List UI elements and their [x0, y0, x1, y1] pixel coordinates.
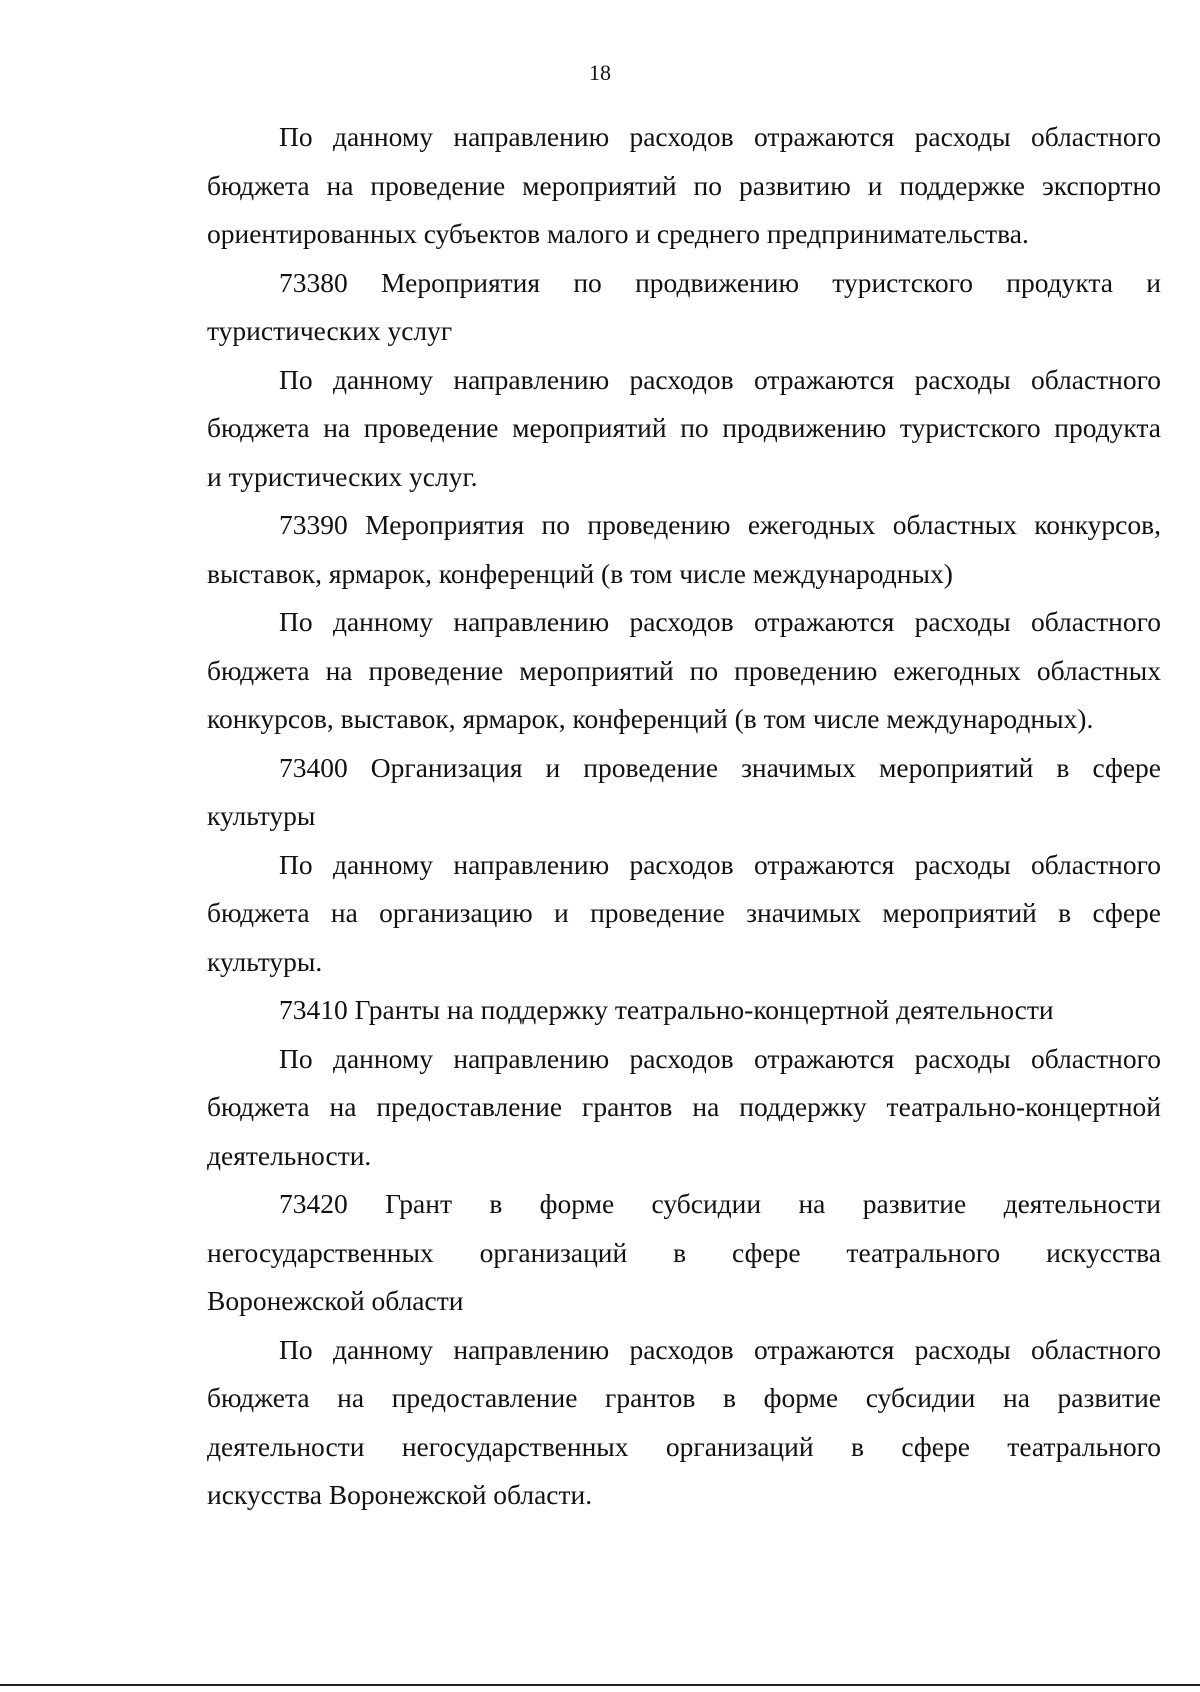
- paragraph-line: и туристических услуг.: [207, 460, 478, 492]
- paragraph-line: выставок, ярмарок, конференций (в том числе международных): [207, 557, 953, 589]
- paragraph-line: культуры.: [207, 945, 323, 977]
- paragraph-line: туристических услуг: [207, 315, 453, 346]
- paragraph-first-line: 73390 Мероприятия по проведению ежегодных областных конкурсов,: [279, 509, 1161, 540]
- bottom-rule: [0, 1684, 1200, 1686]
- paragraph-first-line: По данному направлению расходов отражаются расходы областного: [279, 363, 1161, 395]
- page-number: 18: [589, 60, 611, 85]
- paragraph-first-line: 73410 Гранты на поддержку театрально-концертной деятельности: [279, 994, 1054, 1025]
- paragraph-first-line: 73400 Организация и проведение значимых мероприятий в сфере: [279, 751, 1161, 783]
- paragraph-line: бюджета на проведение мероприятий по продвижению туристского продукта: [207, 412, 1161, 443]
- paragraph-line: искусства Воронежской области.: [207, 1479, 593, 1510]
- paragraph-line: бюджета на предоставление грантов на поддержку театрально-концертной: [207, 1091, 1161, 1122]
- paragraph-line: конкурсов, выставок, ярмарок, конференций (в том числе международных).: [207, 703, 1094, 734]
- paragraph-first-line: 73420 Грант в форме субсидии на развитие деятельности: [279, 1188, 1161, 1219]
- paragraph-line: бюджета на проведение мероприятий по проведению ежегодных областных: [207, 654, 1161, 686]
- paragraph-line: ориентированных субъектов малого и среднего предпринимательства.: [207, 218, 1029, 249]
- paragraph-first-line: По данному направлению расходов отражаются расходы областного: [279, 606, 1161, 637]
- paragraph-first-line: По данному направлению расходов отражаются расходы областного: [279, 1042, 1161, 1074]
- document-body: [207, 113, 1161, 1520]
- paragraph-line: деятельности негосударственных организаций в сфере театрального: [207, 1430, 1161, 1462]
- paragraph-first-line: По данному направлению расходов отражаются расходы областного: [279, 1333, 1161, 1365]
- paragraph-line: бюджета на предоставление грантов в форме субсидии на развитие: [207, 1382, 1161, 1413]
- paragraph-line: негосударственных организаций в сфере театрального искусства: [207, 1236, 1161, 1268]
- paragraph-line: Воронежской области: [207, 1285, 464, 1316]
- paragraph-line: культуры: [207, 800, 316, 831]
- paragraph-line: бюджета на проведение мероприятий по развитию и поддержке экспортно: [207, 169, 1161, 201]
- paragraph-first-line: По данному направлению расходов отражаются расходы областного: [279, 121, 1161, 152]
- paragraph-first-line: По данному направлению расходов отражаются расходы областного: [279, 848, 1161, 880]
- paragraph-line: бюджета на организацию и проведение значимых мероприятий в сфере: [207, 897, 1161, 928]
- paragraph-first-line: 73380 Мероприятия по продвижению туристского продукта и: [279, 266, 1161, 298]
- paragraph-line: деятельности.: [207, 1139, 372, 1171]
